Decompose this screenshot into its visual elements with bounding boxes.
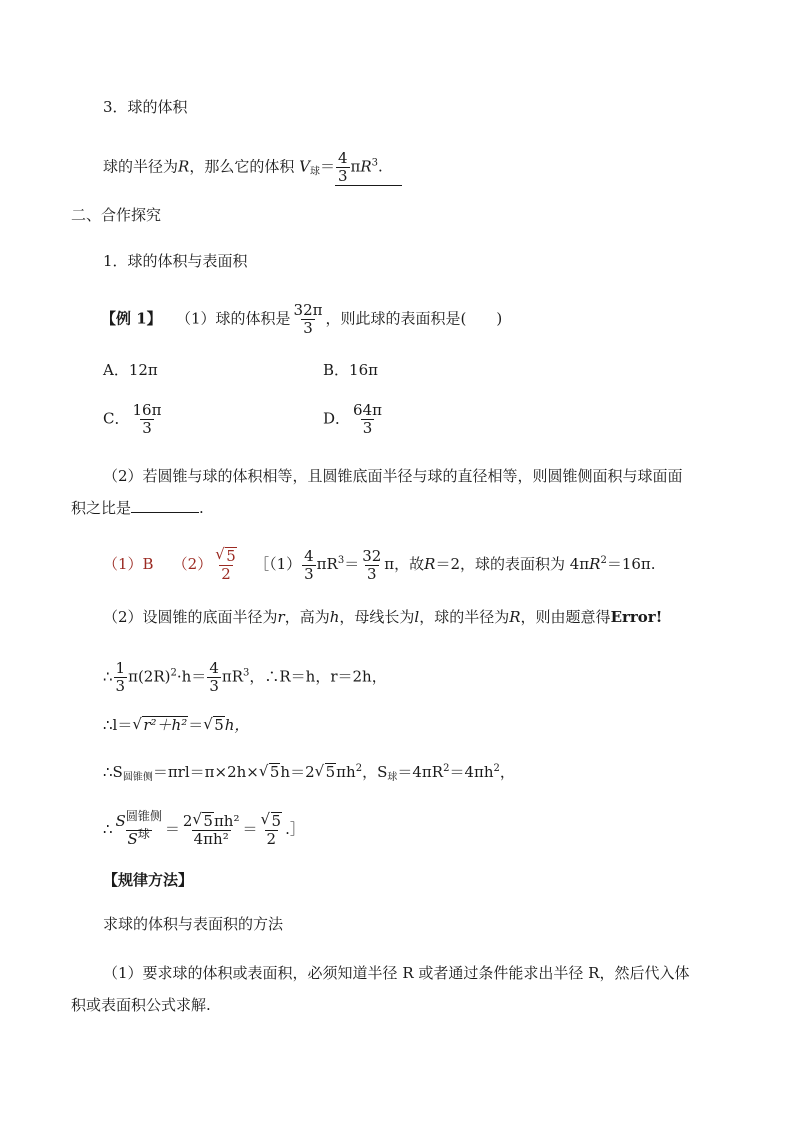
dot: . [378,157,383,176]
fraction-64pi-3: $\frac{64\pi}{3}$ [353,401,382,437]
solution-2-line4: $\therefore S_{圆锥侧}=\pi rl=\pi\times 2h\times$ √ 5h＝2 √ $5\pi h^2$，$S_球=4\pi R^2=4\pi h^2$， [103,762,515,783]
text: ＝ [344,555,360,573]
sqrt-5: √ 5 [314,762,336,781]
power: 3 [337,555,345,566]
text: πR [316,555,338,573]
var-R: R [178,157,190,176]
sqrt-r2-h2: √ r²＋h² [132,715,188,734]
example-1-question-2-line1: （2）若圆锥与球的体积相等，且圆锥底面半径与球的直径相等，则圆锥侧面积与球面面 [103,467,683,485]
fraction-2sqrt5pih2-4pih2: 2 √ 5πh² 4πh² [182,810,240,848]
fraction-16pi-3: $\frac{16\pi}{3}$ [132,401,162,437]
fraction-s-ratio: $\frac{S^{圆锥侧}}{S^球}$ [115,808,162,848]
text: 球的半径为 [103,157,179,176]
subsection-heading: 1．球的体积与表面积 [103,252,248,270]
option-label: C． [103,409,130,428]
solution-text: ［（1） [254,555,302,573]
subscript: 球 [309,166,320,178]
pi: π [350,157,361,176]
method-subheading: 求球的体积与表面积的方法 [103,915,284,933]
fraction-sqrt5-2: √ 5 2 [260,810,282,848]
option-c [103,402,164,437]
text: ，那么它的体积 [189,157,295,176]
sphere-volume-formula-line [103,150,402,186]
question-text: （1）球的体积是 [175,309,291,328]
question-text: ，则此球的表面积是( ) [325,309,503,328]
text: ＝16π. [606,555,656,573]
option-a: A．12π [103,361,158,379]
answer-2-label: （2） [172,555,213,573]
fraction-4-3: $\frac{4}{3}$ [304,546,314,583]
section-heading-sphere-volume: 3．球的体积 [103,98,188,116]
var-R: R [424,555,436,573]
text: π，故 [384,555,425,573]
method-paragraph-line2: 积或表面积公式求解. [71,996,211,1014]
text: ＝2，球的表面积为 4π [435,555,590,573]
answer-1: （1）B [103,555,154,573]
answer-line [103,547,656,583]
equals: ＝ [319,157,335,176]
method-paragraph-line1: （1）要求球的体积或表面积，必须知道半径 R 或者通过条件能求出半径 R，然后代入体 [103,964,690,982]
underlined-answer [335,150,402,186]
example-1-question [101,302,502,337]
answer-blank [131,498,199,513]
var-R: R [589,555,601,573]
solution-2-line1: （2）设圆锥的底面半径为r，高为h，母线长为l，球的半径为R，则由题意得Error! [103,608,663,626]
fraction-4-3: $\frac{4}{3}$ [209,659,219,695]
fraction-32-3: $\frac{32}{3}$ [362,546,382,583]
error-text: Error! [610,608,663,626]
method-heading: 【规律方法】 [103,871,194,889]
option-label: D． [323,409,351,428]
solution-2-line3: ∴l＝ √ r²＋h²＝ √ 5h， [103,715,250,734]
power: 2 [600,555,607,566]
option-b: B．16π [323,361,378,379]
sqrt-5: √ 5 [258,762,280,781]
option-d [323,402,385,437]
var-R: R [360,157,372,176]
power: 3 [371,157,379,169]
example-label: 【例 1】 [101,309,162,328]
fraction-32pi-3: $\frac{32\pi}{3}$ [293,301,323,337]
solution-2-line2: ∴ $\frac{1}{3}$ $\pi(2R)^2\cdot h=$ $\frac{4}{3}$ $\pi R^3$，∴R＝h，r＝2h， [103,659,387,695]
var-V: V [299,157,310,176]
section-heading-cooperative: 二、合作探究 [71,206,162,224]
answer-2-fraction: √ 5 2 [215,545,236,583]
fraction-1-3: $\frac{1}{3}$ [115,659,126,695]
sqrt-5: √ 5 [203,715,224,734]
solution-2-line5: ∴ $\frac{S^{圆锥侧}}{S^球}$ ＝ 2 √ 5πh² 4πh² ＝ √ 5 2 .］ [103,808,305,848]
fraction-4-3: $\frac{4}{3}$ [337,149,348,185]
example-1-question-2-line2: 积之比是 . [71,499,204,517]
